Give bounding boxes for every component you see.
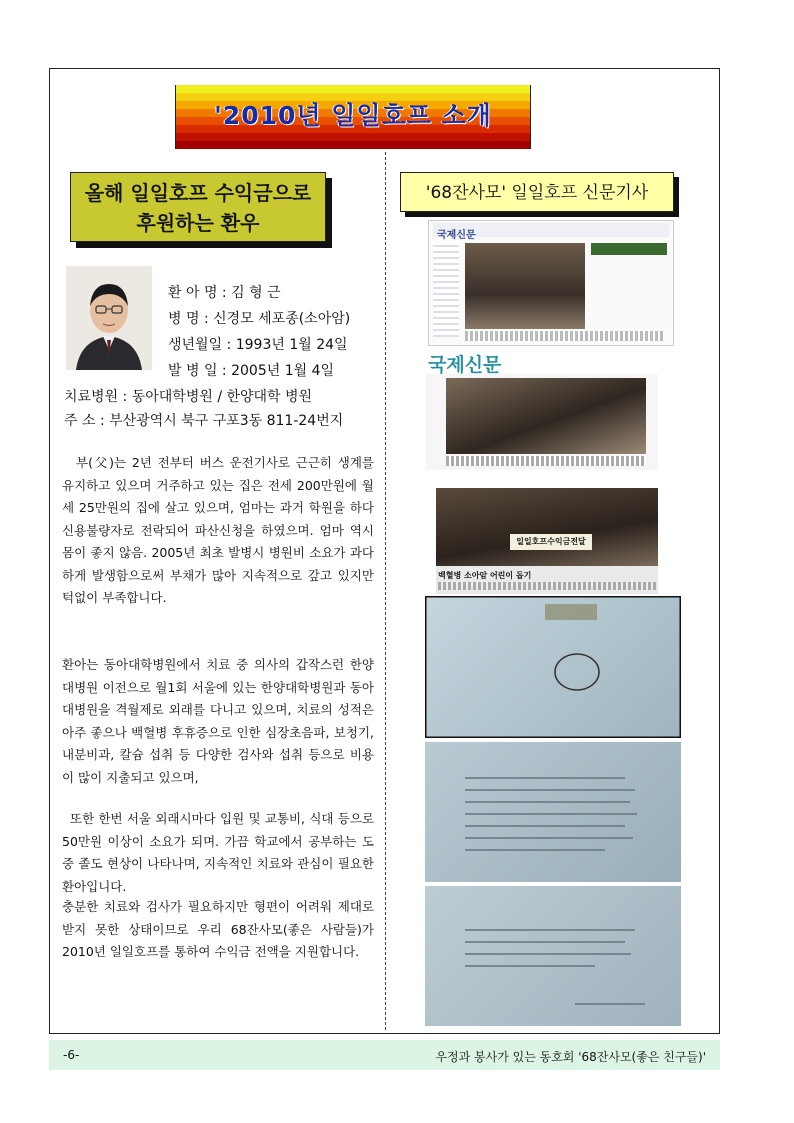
info-address-value: 부산광역시 북구 구포3동 811-24번지: [109, 413, 344, 429]
info-onset-value: 2005년 1월 4일: [231, 363, 335, 379]
clip3-caption-text: [438, 582, 656, 590]
info-birth: [168, 334, 348, 354]
right-heading-box: '68잔사모' 일일호프 신문기사: [400, 172, 674, 212]
left-heading-line1: 올해 일일호프 수익금으로: [84, 181, 312, 205]
newspaper-clipping-3: [436, 488, 658, 594]
clip1-photo: [465, 243, 585, 329]
clip3-photo: [436, 488, 658, 566]
clip1-masthead: [433, 223, 669, 241]
plaque-photo-3: [425, 886, 681, 1026]
info-name-value: 김 형 근: [231, 285, 281, 301]
page-footer: [49, 1040, 720, 1070]
paragraph-family: 부(父)는 2년 전부터 버스 운전기사로 근근히 생계를 유지하고 있으며 거주하고 있는 집은 전세 200만원에 월세 25만원의 집에 살고 있으며, 엄마는 과거 학원을 하다 신용불량자로 전락되어 파산신청을 하였으며. 엄마 역시 몸이 좋지 않음. 2005년 최초 발병시 병원비 소요가 과다하게 발생함으로써 부채가 많아 지속적으로 갚고 있지만 턱없이 부족합니다.: [62, 455, 374, 605]
footer-organization: 우정과 봉사가 있는 동호회 '68잔사모(좋은 친구들)': [435, 1050, 706, 1064]
newspaper-clipping-2: [426, 350, 658, 470]
left-heading-box: [70, 172, 326, 242]
clip1-ad: [591, 243, 667, 255]
info-onset: [168, 360, 334, 380]
page-number: -6-: [63, 1048, 80, 1062]
info-hospital-value: 동아대학병원 / 한양대학 병원: [131, 389, 313, 405]
info-name: [168, 282, 281, 302]
patient-photo: [66, 266, 152, 370]
clip1-sidebar: [433, 241, 459, 337]
info-hospital: [64, 386, 312, 406]
clip2-caption: [446, 456, 646, 466]
info-hospital-label: 치료병원 :: [64, 389, 132, 405]
clip2-masthead: [426, 350, 658, 374]
banner-title: '2010년 일일호프 소개: [214, 101, 492, 130]
plaque-photo-2: [425, 742, 681, 882]
column-divider: [385, 152, 386, 1030]
paragraph-support: 충분한 치료와 검사가 필요하지만 형편이 어려워 제대로 받지 못한 상태이므로 우리 68잔사모(좋은 사람들)가 2010년 일일호프를 통하여 수익금 전액을 지원합니다.: [62, 899, 374, 959]
info-birth-label: 생년월일 :: [168, 337, 236, 353]
info-onset-label: 발 병 일 :: [168, 363, 232, 379]
clip3-caption: 백혈병 소아암 어린이 돕기: [438, 571, 532, 580]
info-disease-label: 병 명 :: [168, 311, 214, 327]
plaque-photo-1: [425, 596, 681, 738]
title-banner: [175, 85, 531, 149]
info-disease: [168, 308, 350, 328]
clip2-newspaper-name: 국제신문: [428, 354, 502, 376]
paragraph-cost: 또한 한번 서울 외래시마다 입원 및 교통비, 식대 등으로 50만원 이상이 소요가 되며. 가끔 학교에서 공부하는 도중 졸도 현상이 나타나며, 지속적인 치료와 관심이 필요한 환아입니다.: [62, 811, 374, 894]
info-address-label: 주 소 :: [64, 413, 110, 429]
paragraph-treatment: 환아는 동아대학병원에서 치료 중 의사의 갑작스런 한양대병원 이전으로 월1회 서울에 있는 한양대학병원과 동아대병원을 격월제로 외래를 다니고 있으며, 치료의 성적은 아주 좋으나 백혈병 후휴증으로 인한 심장초음파, 보청기, 내분비과, 칼슘 섭취 등 다양한 검사와 섭취 등으로 비용이 많이 지출되고 있으며,: [62, 657, 374, 785]
info-address: [64, 410, 343, 430]
clip1-caption: [465, 331, 665, 341]
info-name-label: 환 아 명 :: [168, 285, 232, 301]
left-heading-line2: 후원하는 환우: [136, 211, 260, 235]
info-birth-value: 1993년 1월 24일: [235, 337, 348, 353]
newspaper-clipping-1: [428, 220, 674, 346]
clip2-photo: [446, 378, 646, 454]
clip1-newspaper-name: 국제신문: [437, 230, 476, 241]
info-disease-value: 신경모 세포종(소아암): [213, 311, 351, 327]
clip3-headline: 일일호프수익금전달: [510, 534, 592, 550]
